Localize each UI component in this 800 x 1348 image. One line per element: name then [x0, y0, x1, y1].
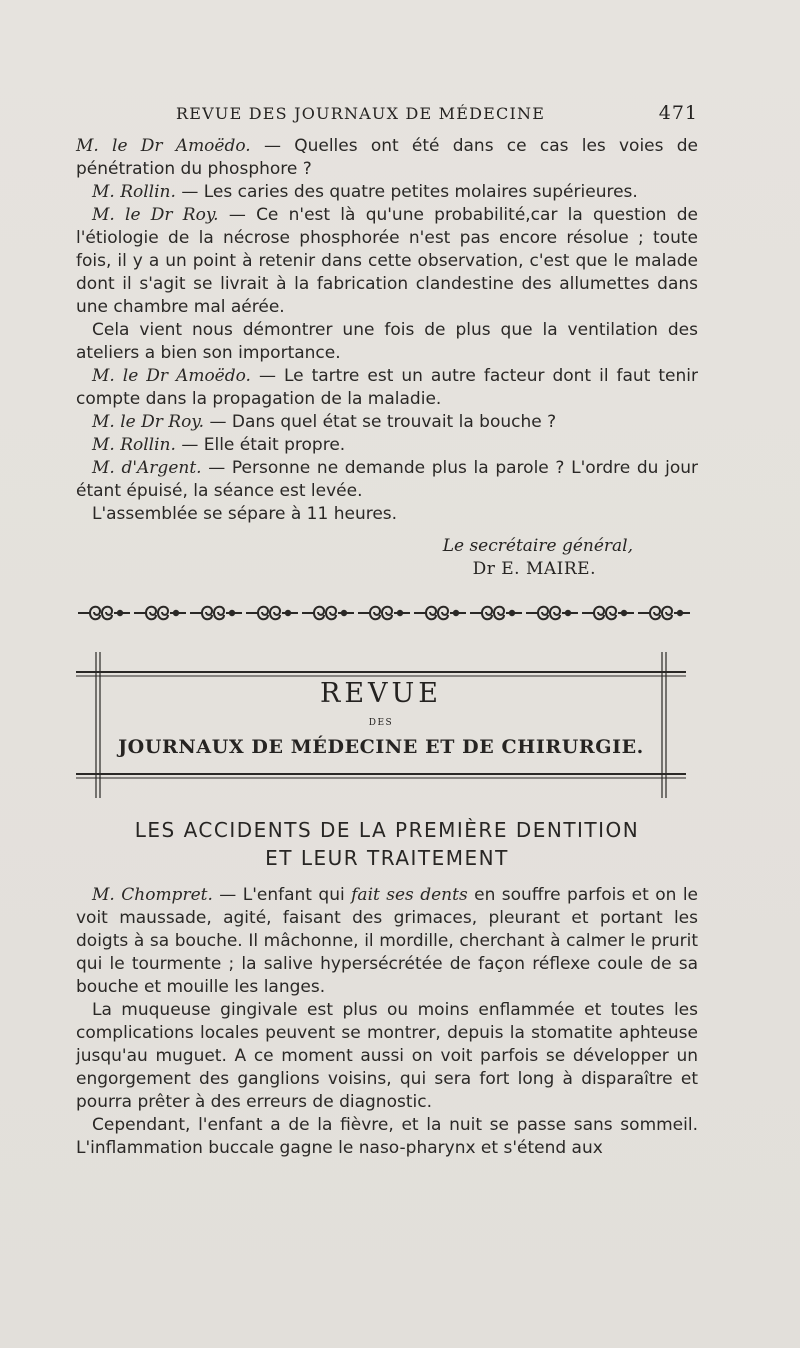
page-number: 471 — [658, 102, 698, 124]
ornament-motif — [78, 607, 130, 620]
speech: Cela vient nous démontrer une fois de plus que la ventilation des ateliers a bien son importance. — [76, 320, 698, 363]
ornamental-divider — [76, 600, 692, 626]
header-journaux: JOURNAUX DE MÉDECINE ET DE CHIRURGIE. — [118, 736, 644, 758]
header-revue: REVUE — [319, 678, 442, 709]
speech: — Le tartre est un autre facteur dont il faut tenir compte dans la propagation de la maladie. — [76, 366, 698, 409]
ornament-motif — [526, 607, 578, 620]
discussion-paragraph — [76, 135, 698, 181]
article-text: en souffre parfois et on le voit maussade, agité, faisant des grimaces, pleurant et portant les doigts à sa bouche. Il mâchonne, il mordille, cherchant à calmer le prurit qui le tourmente ; la salive hypersécrétée de façon réflexe coule de sa bouche et mouille les langes. — [76, 885, 698, 997]
speaker: M. d'Argent. — [92, 458, 202, 478]
speech: L'assemblée se sépare à 11 heures. — [92, 504, 398, 524]
discussion-paragraph — [76, 457, 698, 503]
section-header-box — [76, 652, 686, 798]
speech: — Les caries des quatre petites molaires supérieures. — [175, 182, 638, 202]
discussion-paragraph — [76, 434, 698, 457]
speaker: M. le Dr Roy. — [92, 412, 205, 432]
running-head — [74, 100, 698, 130]
speaker: M. le Dr Roy. — [92, 205, 219, 225]
speech: — Ce n'est là qu'une probabilité,car la question de l'étiologie de la nécrose phosphorée n'est pas encore résolue ; toute fois, il y a un point à retenir dans cette observation, c'est que le malade dont il s'agit se livrait à la fabrication clandestine des allumettes dans une chambre mal aérée. — [76, 205, 698, 317]
speaker: M. le Dr Amoëdo. — [76, 136, 251, 156]
speaker: M. le Dr Amoëdo. — [92, 366, 251, 386]
ornament-motif — [470, 607, 522, 620]
discussion-paragraph — [76, 365, 698, 411]
ornament-motif — [246, 607, 298, 620]
ornament-motif — [358, 607, 410, 620]
article-title-line2: ET LEUR TRAITEMENT — [265, 846, 509, 870]
running-head-title: REVUE DES JOURNAUX DE MÉDECINE — [176, 104, 546, 123]
speech: — Dans quel état se trouvait la bouche ? — [204, 412, 557, 432]
article-emphasis: fait ses dents — [351, 885, 468, 905]
discussion-paragraph — [76, 204, 698, 319]
article-paragraph — [76, 884, 698, 999]
speech: — Elle était propre. — [175, 435, 346, 455]
ornament-motif — [302, 607, 354, 620]
article-body — [76, 884, 698, 1160]
article-text: Cependant, l'enfant a de la fièvre, et la nuit se passe sans sommeil. L'inflammation buccale gagne le naso-pharynx et s'étend aux — [76, 1115, 698, 1158]
speech: — Quelles ont été dans ce cas les voies de pénétration du phosphore ? — [76, 136, 698, 179]
article-author: M. Chompret. — [92, 885, 213, 905]
article-title-line1: LES ACCIDENTS DE LA PREMIÈRE DENTITION — [134, 818, 640, 842]
speaker: M. Rollin. — [92, 435, 176, 455]
article-text: La muqueuse gingivale est plus ou moins enflammée et toutes les complications locales peuvent se montrer, depuis la stomatite aphteuse jusqu'au muguet. A ce moment aussi on voit parfois se développer un engorgement des ganglions voisins, qui sera fort long à disparaître et pourra prêter à des erreurs de diagnostic. — [76, 1000, 698, 1112]
discussion-text — [76, 135, 698, 526]
header-des: DES — [368, 718, 394, 728]
ornament-motif — [414, 607, 466, 620]
discussion-paragraph — [76, 411, 698, 434]
signature-title: Le secrétaire général, — [442, 536, 633, 556]
speaker: M. Rollin. — [92, 182, 176, 202]
article-text: — L'enfant qui — [212, 885, 352, 905]
discussion-paragraph — [76, 181, 698, 204]
ornament-motif — [582, 607, 634, 620]
ornament-motif — [134, 607, 186, 620]
article-paragraph — [76, 999, 698, 1114]
ornament-motif — [190, 607, 242, 620]
article-title — [76, 816, 698, 872]
signature-block — [76, 535, 698, 581]
discussion-paragraph — [76, 319, 698, 365]
article-paragraph — [76, 1114, 698, 1160]
speech: — Personne ne demande plus la parole ? L'ordre du jour étant épuisé, la séance est levée. — [76, 458, 698, 501]
signature-name: Dr E. MAIRE. — [472, 559, 596, 579]
discussion-paragraph — [76, 503, 698, 526]
ornament-motif — [638, 607, 690, 620]
